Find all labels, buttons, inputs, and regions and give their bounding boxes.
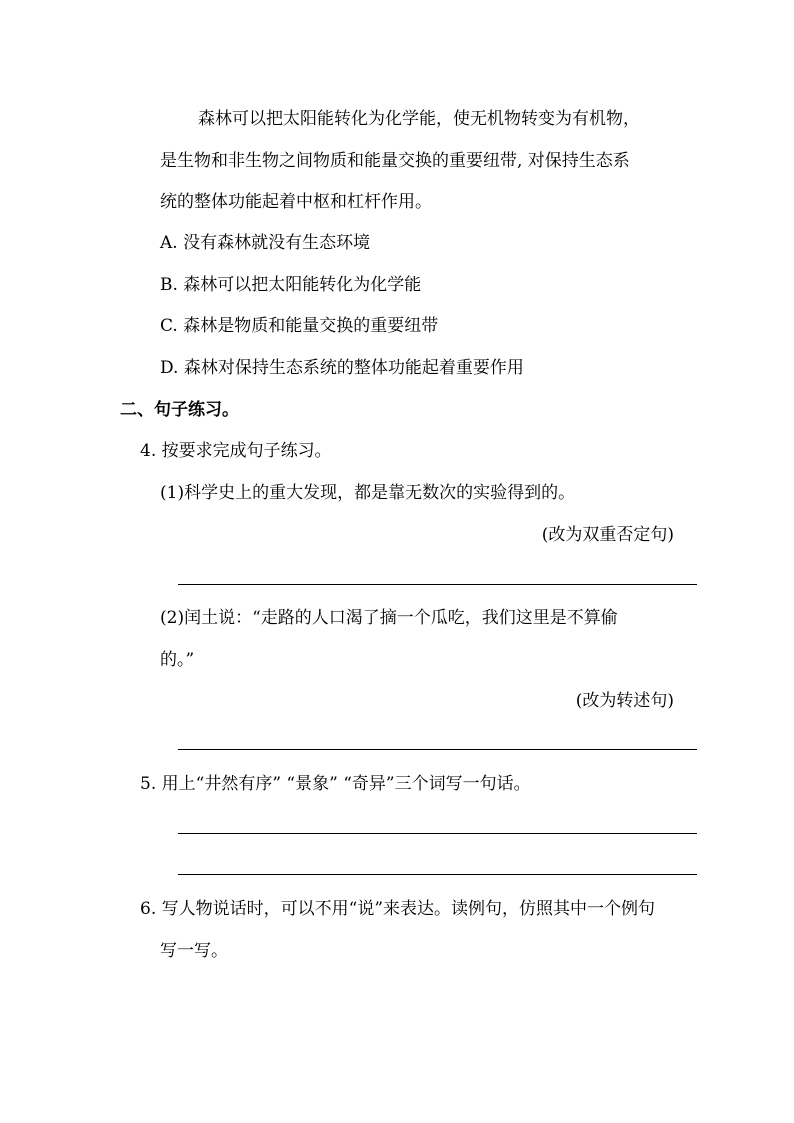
option-c: C. 森林是物质和能量交换的重要纽带	[160, 316, 439, 336]
option-d: D. 森林对保持生态系统的整体功能起着重要作用	[160, 358, 524, 378]
question-5-stem: 5. 用上“井然有序” “景象” “奇异”三个词写一句话。	[140, 774, 531, 794]
question-4-sub-2-line-1: (2)闰土说：“走路的人口渴了摘一个瓜吃，我们这里是不算偷	[160, 608, 618, 628]
question-4-stem: 4. 按要求完成句子练习。	[140, 441, 332, 461]
answer-line-4-2	[178, 749, 697, 750]
question-4-sub-2-requirement: (改为转述句)	[575, 691, 674, 711]
question-6-line-2: 写一写。	[160, 941, 228, 961]
option-b: B. 森林可以把太阳能转化为化学能	[160, 275, 422, 295]
passage-line-1: 森林可以把太阳能转化为化学能，使无机物转变为有机物，	[198, 109, 640, 129]
passage-line-3: 统的整体功能起着中枢和杠杆作用。	[160, 192, 432, 212]
answer-line-5-2	[178, 874, 697, 875]
question-4-sub-2-line-2: 的。”	[160, 650, 195, 670]
passage-line-2: 是生物和非生物之间物质和能量交换的重要纽带, 对保持生态系	[160, 151, 630, 171]
answer-line-4-1	[178, 584, 697, 585]
section-heading: 二、句子练习。	[120, 400, 239, 420]
answer-line-5-1	[178, 833, 697, 834]
question-6-line-1: 6. 写人物说话时，可以不用“说”来表达。读例句，仿照其中一个例句	[140, 899, 656, 919]
option-a: A. 没有森林就没有生态环境	[160, 233, 371, 253]
question-4-sub-1-requirement: (改为双重否定句)	[541, 525, 674, 545]
question-4-sub-1: (1)科学史上的重大发现，都是靠无数次的实验得到的。	[160, 483, 576, 503]
